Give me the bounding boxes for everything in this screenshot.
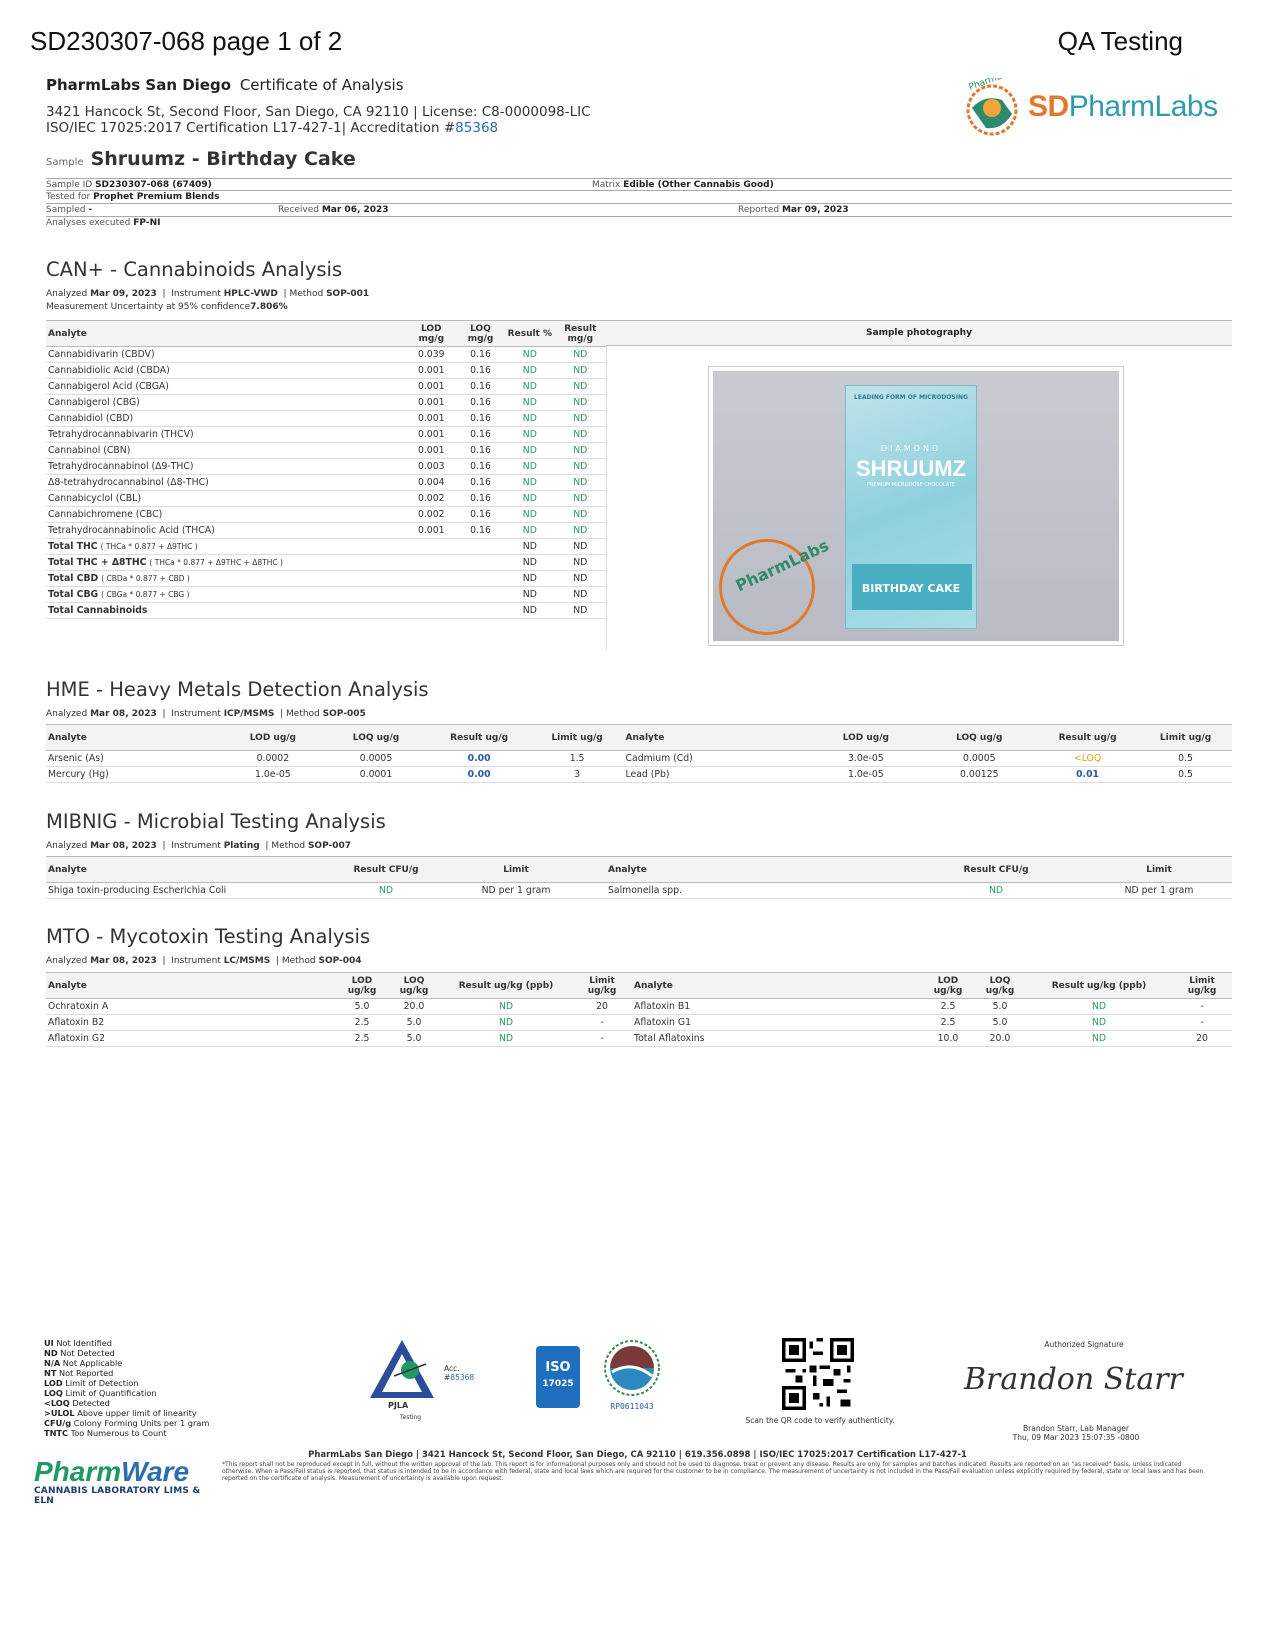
svg-text:PJLA: PJLA (388, 1401, 409, 1410)
cell-value: ND (505, 523, 554, 539)
legend-item: LOD Limit of Detection (44, 1378, 139, 1388)
microbial-table: Analyte Result CFU/g Limit Analyte Result CFU/g Limit Shiga toxin-producing Escherichia Coli ND ND per 1 gram Salmonella spp. ND ND per 1 gram (46, 856, 1232, 899)
cell-value: ND (440, 999, 572, 1015)
analyte-name: Cannabidivarin (CBDV) (46, 347, 407, 363)
certification-seal: RP0611043 (600, 1338, 664, 1410)
table-row (46, 475, 606, 491)
analyte-name: Cannabidiol (CBD) (46, 411, 407, 427)
cell-value: 5.0 (388, 1031, 440, 1047)
received-date: Mar 06, 2023 (321, 205, 389, 215)
cell-value: ND (505, 443, 554, 459)
table-row (46, 411, 606, 427)
cell-value: 20.0 (974, 1031, 1026, 1047)
table-row (46, 507, 606, 523)
lab-title (46, 76, 404, 94)
cell-value: 0.0005 (923, 751, 1036, 767)
total-row (46, 603, 606, 619)
cell-value: ND (1026, 999, 1172, 1015)
cell-value: ND (505, 347, 554, 363)
analyte-name: Tetrahydrocannabinol (Δ9-THC) (46, 459, 407, 475)
sample-photography-header: Sample photography (606, 320, 1232, 346)
cell-value: ND (346, 883, 426, 899)
sample-meta (46, 178, 1232, 230)
lab-address (46, 104, 591, 136)
hme-info: Analyzed Mar 08, 2023 | Instrument ICP/MSMS | Method SOP-005 (46, 709, 366, 719)
doc-type: Certificate of Analysis (239, 76, 404, 94)
cell-value: <LOQ (1036, 751, 1139, 767)
cell-value: ND (1026, 1015, 1172, 1031)
cell-value: ND (555, 603, 606, 619)
table-row (46, 427, 606, 443)
certification-seal-icon (600, 1338, 664, 1398)
cell-value: 0.5 (1139, 751, 1232, 767)
abbreviation-legend (44, 1338, 209, 1438)
analyte-name: Mercury (Hg) (46, 767, 221, 783)
cell-value: ND (555, 347, 606, 363)
analyte-name: Lead (Pb) (624, 767, 810, 783)
cell-value: ND per 1 gram (426, 883, 606, 899)
handwritten-signature: Brandon Starr (964, 1362, 1183, 1397)
cannabinoids-table: Analyte LOD mg/g LOQ mg/g Result % Result mg/g Cannabidivarin (CBDV) 0.039 0.16 ND ND Cannabidiolic Acid (CBDA) 0.001 0.16 ND ND Cannabigerol Acid (CBGA) 0.001 0.16 ND ND Cannabigerol (CBG) 0.001 0.16 ND ND Cannabidiol (CBD) 0.001 0.16 ND ND Tetrahydrocannabivarin (THCV) 0.001 0.16 ND ND Cannabinol (CBN) 0.001 0.16 ND ND Tetrahydrocannabinol (Δ9-THC) 0.003 0.16 ND ND Δ8-tetrahydrocannabinol (Δ8-THC) 0.004 0.16 ND ND Cannabicyclol (CBL) 0.002 0.16 ND ND Cannabichromene (CBC) 0.002 0.16 ND ND Tetrahydrocannabinolic Acid (THCA) 0.001 0.16 ND ND Total THC ( THCa * 0.877 + Δ9THC ) ND ND Total THC + Δ8THC ( THCa * 0.877 + Δ9THC + Δ8THC ) ND ND Total CBD ( CBDa * 0.877 + CBD ) ND ND Total CBG ( CBGa * 0.877 + CBG ) ND ND Total Cannabinoids ND ND (46, 320, 606, 619)
can-info: Analyzed Mar 09, 2023 | Instrument HPLC-VWD | Method SOP-001 Measurement Uncertainty at 95% confidence7.806% (46, 289, 370, 312)
signature-header: Authorized Signature (1044, 1340, 1124, 1349)
qr-code-icon[interactable] (782, 1338, 854, 1410)
analyses-executed: FP-NI (133, 218, 161, 228)
cell-value: ND (555, 555, 606, 571)
cell-value: - (572, 1015, 632, 1031)
cell-value: ND (505, 603, 554, 619)
cell-value: 0.002 (407, 491, 456, 507)
cell-value: 0.16 (456, 459, 505, 475)
meta-row-dates: Sampled - Received Mar 06, 2023 Reported Mar 09, 2023 (46, 204, 1232, 217)
cell-value: - (1172, 999, 1232, 1015)
iso-line: ISO/IEC 17025:2017 Certification L17-427-1| Accreditation #85368 (46, 120, 499, 136)
cell-value: 0.002 (407, 507, 456, 523)
product-box: LEADING FORM OF MICRODOSING DIAMOND SHRUUMZ PREMIUM MICRODOSE CHOCOLATE BIRTHDAY CAKE (845, 385, 977, 629)
legend-item: >ULOL Above upper limit of linearity (44, 1408, 197, 1418)
meta-row-id: Sample ID SD230307-068 (67409) Matrix Edible (Other Cannabis Good) (46, 178, 1232, 191)
cell-value: ND (440, 1031, 572, 1047)
total-name: Total CBD ( CBDa * 0.877 + CBD ) (46, 571, 505, 587)
analyte-name: Shiga toxin-producing Escherichia Coli (46, 883, 346, 899)
cell-value: ND (906, 883, 1086, 899)
legend-item: CFU/g Colony Forming Units per 1 gram (44, 1418, 210, 1428)
cell-value: ND (440, 1015, 572, 1031)
analyte-name: Aflatoxin G2 (46, 1031, 336, 1047)
analyte-name: Salmonella spp. (606, 883, 906, 899)
signatory: Brandon Starr, Lab Manager Thu, 09 Mar 2023 15:07:35 -0800 (1012, 1424, 1140, 1442)
cell-value: ND (1026, 1031, 1172, 1047)
legend-item: TNTC Too Numerous to Count (44, 1428, 167, 1438)
qr-code[interactable] (782, 1338, 854, 1410)
table-row (46, 1015, 1232, 1031)
cell-value: 0.001 (407, 395, 456, 411)
cell-value: 3.0e-05 (809, 751, 922, 767)
cell-value: 2.5 (336, 1031, 388, 1047)
cell-value: ND (505, 539, 554, 555)
legend-item: UI Not Identified (44, 1338, 112, 1348)
cell-value: 1.0e-05 (809, 767, 922, 783)
total-row (46, 587, 606, 603)
analyte-name: Aflatoxin B2 (46, 1015, 336, 1031)
cell-value: ND (555, 459, 606, 475)
hme-section-title: HME - Heavy Metals Detection Analysis (46, 678, 429, 701)
sample-label: Sample (46, 157, 84, 168)
cell-value: 0.16 (456, 491, 505, 507)
total-row (46, 571, 606, 587)
cell-value: ND (505, 395, 554, 411)
cell-value: 0.0001 (324, 767, 427, 783)
cell-value: ND (555, 411, 606, 427)
address-line: 3421 Hancock St, Second Floor, San Diego, CA 92110 | License: C8-0000098-LIC (46, 104, 591, 120)
meta-row-tested: Tested for Prophet Premium Blends (46, 191, 1232, 204)
cell-value: ND (555, 427, 606, 443)
can-section-title: CAN+ - Cannabinoids Analysis (46, 258, 343, 281)
total-name: Total CBG ( CBGa * 0.877 + CBG ) (46, 587, 505, 603)
qr-caption: Scan the QR code to verify authenticity. (745, 1416, 895, 1425)
cell-value: 0.003 (407, 459, 456, 475)
cell-value: - (572, 1031, 632, 1047)
accreditation-link[interactable]: 85368 (455, 120, 499, 136)
total-name: Total Cannabinoids (46, 603, 505, 619)
table-row (46, 443, 606, 459)
cell-value: ND (555, 379, 606, 395)
logo-wordmark: SDPharmLabs (1028, 90, 1218, 123)
cell-value: 5.0 (974, 1015, 1026, 1031)
pjla-accreditation-badge: PJLA Acc. #85368 Testing (364, 1336, 484, 1412)
cell-value: ND (505, 587, 554, 603)
cell-value: 3 (531, 767, 624, 783)
cell-value: 0.001 (407, 379, 456, 395)
cell-value: ND (505, 427, 554, 443)
meta-row-analyses: Analyses executed FP-NI (46, 218, 161, 228)
pharmlabs-emblem-icon (962, 78, 1028, 138)
table-row (46, 751, 1232, 767)
cell-value: 0.16 (456, 427, 505, 443)
mibnig-section-title: MIBNIG - Microbial Testing Analysis (46, 810, 386, 833)
analyte-name: Aflatoxin B1 (632, 999, 922, 1015)
cell-value: 0.16 (456, 475, 505, 491)
cell-value: ND per 1 gram (1086, 883, 1232, 899)
mibnig-info: Analyzed Mar 08, 2023 | Instrument Plating | Method SOP-007 (46, 841, 352, 851)
cell-value: ND (505, 475, 554, 491)
sdpharmlabs-logo (962, 78, 1232, 138)
lab-name: PharmLabs San Diego (46, 76, 232, 94)
cell-value: ND (555, 523, 606, 539)
cell-value: ND (555, 507, 606, 523)
cell-value: ND (555, 363, 606, 379)
photo-divider (606, 346, 607, 650)
cell-value: 0.16 (456, 411, 505, 427)
cell-value: 0.001 (407, 411, 456, 427)
cell-value: ND (555, 587, 606, 603)
cell-value: ND (505, 491, 554, 507)
footer-contact-line: PharmLabs San Diego | 3421 Hancock St, Second Floor, San Diego, CA 92110 | 619.356.0898 | ISO/IEC 17025:2017 Certification L17-427-1 (308, 1450, 967, 1460)
pharmware-logo: PharmWare CANNABIS LABORATORY LIMS & ELN (34, 1456, 201, 1506)
cell-value: 0.16 (456, 379, 505, 395)
sample-name-line (46, 148, 356, 170)
cell-value: ND (505, 379, 554, 395)
table-row (46, 883, 1232, 899)
cell-value: 20 (1172, 1031, 1232, 1047)
cell-value: 20.0 (388, 999, 440, 1015)
analyte-name: Δ8-tetrahydrocannabinol (Δ8-THC) (46, 475, 407, 491)
legend-item: LOQ Limit of Quantification (44, 1388, 157, 1398)
pjla-acc: Acc. #85368 (444, 1364, 475, 1382)
table-row (46, 363, 606, 379)
table-row (46, 491, 606, 507)
cell-value: 5.0 (388, 1015, 440, 1031)
cell-value: 0.004 (407, 475, 456, 491)
cell-value: 0.0005 (324, 751, 427, 767)
mto-info: Analyzed Mar 08, 2023 | Instrument LC/MSMS | Method SOP-004 (46, 956, 362, 966)
cell-value: 0.16 (456, 523, 505, 539)
svg-text:PharmLabs: PharmLabs (967, 78, 1018, 93)
sample-name: Shruumz - Birthday Cake (90, 148, 356, 170)
tested-for: Prophet Premium Blends (93, 192, 220, 202)
document-id: SD230307-068 page 1 of 2 (30, 26, 343, 56)
total-name: Total THC + Δ8THC ( THCa * 0.877 + Δ9THC + Δ8THC ) (46, 555, 505, 571)
pharmlabs-watermark-icon: PharmLabs (719, 539, 815, 635)
cell-value: ND (505, 459, 554, 475)
cell-value: 0.0002 (221, 751, 324, 767)
heavy-metals-table: Analyte LOD ug/g LOQ ug/g Result ug/g Limit ug/g Analyte LOD ug/g LOQ ug/g Result ug/g Limit ug/g Arsenic (As) 0.0002 0.0005 0.00 1.5 Cadmium (Cd) 3.0e-05 0.0005 <LOQ 0.5 Mercury (Hg) 1.0e-05 0.0001 0.00 3 Lead (Pb) 1.0e-05 0.00125 0.01 0.5 (46, 724, 1232, 783)
legend-item: NT Not Reported (44, 1368, 114, 1378)
cell-value: 2.5 (922, 999, 974, 1015)
total-name: Total THC ( THCa * 0.877 + Δ9THC ) (46, 539, 505, 555)
cell-value: ND (505, 507, 554, 523)
table-row (46, 379, 606, 395)
iso-17025-badge: ISO 17025 (536, 1346, 580, 1408)
total-row (46, 555, 606, 571)
table-row (46, 767, 1232, 783)
cell-value: ND (505, 555, 554, 571)
cell-value: 2.5 (336, 1015, 388, 1031)
analyte-name: Ochratoxin A (46, 999, 336, 1015)
cell-value: 2.5 (922, 1015, 974, 1031)
cell-value: 0.16 (456, 443, 505, 459)
mycotoxin-table: Analyte LOD ug/kg LOQ ug/kg Result ug/kg (ppb) Limit ug/kg Analyte LOD ug/kg LOQ ug/kg Result ug/kg (ppb) Limit ug/kg Ochratoxin A 5.0 20.0 ND 20 Aflatoxin B1 2.5 5.0 ND - Aflatoxin B2 2.5 5.0 ND - Aflatoxin G1 2.5 5.0 ND - Aflatoxin G2 2.5 5.0 ND - Total Aflatoxins 10.0 20.0 ND 20 (46, 972, 1232, 1047)
cell-value: 0.00 (428, 767, 531, 783)
cell-value: 0.001 (407, 443, 456, 459)
cell-value: 0.001 (407, 363, 456, 379)
sample-id: SD230307-068 (67409) (95, 180, 212, 190)
analyte-name: Cannabinol (CBN) (46, 443, 407, 459)
analyte-name: Tetrahydrocannabinolic Acid (THCA) (46, 523, 407, 539)
cell-value: - (1172, 1015, 1232, 1031)
cell-value: ND (555, 395, 606, 411)
table-row (46, 395, 606, 411)
sample-photo[interactable] (708, 366, 1124, 646)
cell-value: 0.01 (1036, 767, 1139, 783)
analyte-name: Cannabigerol (CBG) (46, 395, 407, 411)
disclaimer: *This report shall not be reproduced except in full, without the written approval of the lab. This report is for informational purposes only and should not be used to diagnose, treat or prevent any disease. Results are only for samples and batches indicated. Results are reported on an "as received" basis, unless indicated otherwise. When a Pass/Fail status is reported, that status is intended to be in accordance with federal, state and local laws which are required for the customer to be in compliance. The measurement of uncertainty is not included in the Pass/Fail evaluation unless explicitly required by federal, state or local laws and has been reported on the certificate of analysis. Measurement of uncertainty is available upon request. (222, 1461, 1204, 1482)
cell-value: 0.00 (428, 751, 531, 767)
cell-value: 0.5 (1139, 767, 1232, 783)
cell-value: 5.0 (974, 999, 1026, 1015)
cell-value: ND (555, 539, 606, 555)
analyte-name: Total Aflatoxins (632, 1031, 922, 1047)
analyte-name: Tetrahydrocannabivarin (THCV) (46, 427, 407, 443)
legend-item: ND Not Detected (44, 1348, 115, 1358)
cell-value: 5.0 (336, 999, 388, 1015)
analyte-name: Cannabicyclol (CBL) (46, 491, 407, 507)
analyte-name: Arsenic (As) (46, 751, 221, 767)
analyte-name: Aflatoxin G1 (632, 1015, 922, 1031)
cell-value: 10.0 (922, 1031, 974, 1047)
cell-value: 0.039 (407, 347, 456, 363)
cell-value: 0.16 (456, 507, 505, 523)
cell-value: ND (555, 571, 606, 587)
cell-value: ND (505, 571, 554, 587)
cell-value: ND (555, 491, 606, 507)
cell-value: 1.5 (531, 751, 624, 767)
analyte-name: Cannabigerol Acid (CBGA) (46, 379, 407, 395)
cell-value: 0.16 (456, 347, 505, 363)
table-row (46, 1031, 1232, 1047)
cell-value: ND (505, 411, 554, 427)
table-row (46, 523, 606, 539)
cell-value: 1.0e-05 (221, 767, 324, 783)
cell-value: 0.001 (407, 427, 456, 443)
mto-section-title: MTO - Mycotoxin Testing Analysis (46, 925, 371, 948)
reported-date: Mar 09, 2023 (781, 205, 849, 215)
table-row (46, 347, 606, 363)
legend-item: <LOQ Detected (44, 1398, 110, 1408)
analyte-name: Cadmium (Cd) (624, 751, 810, 767)
qa-label: QA Testing (1057, 26, 1183, 56)
total-row (46, 539, 606, 555)
analyte-name: Cannabidiolic Acid (CBDA) (46, 363, 407, 379)
sample-matrix: Edible (Other Cannabis Good) (623, 180, 774, 190)
cell-value: 0.001 (407, 523, 456, 539)
cell-value: ND (555, 443, 606, 459)
cell-value: ND (505, 363, 554, 379)
table-row (46, 459, 606, 475)
cell-value: 0.00125 (923, 767, 1036, 783)
legend-item: N/A Not Applicable (44, 1358, 123, 1368)
cell-value: ND (555, 475, 606, 491)
cell-value: 20 (572, 999, 632, 1015)
cell-value: 0.16 (456, 363, 505, 379)
analyte-name: Cannabichromene (CBC) (46, 507, 407, 523)
cell-value: 0.16 (456, 395, 505, 411)
table-row (46, 999, 1232, 1015)
